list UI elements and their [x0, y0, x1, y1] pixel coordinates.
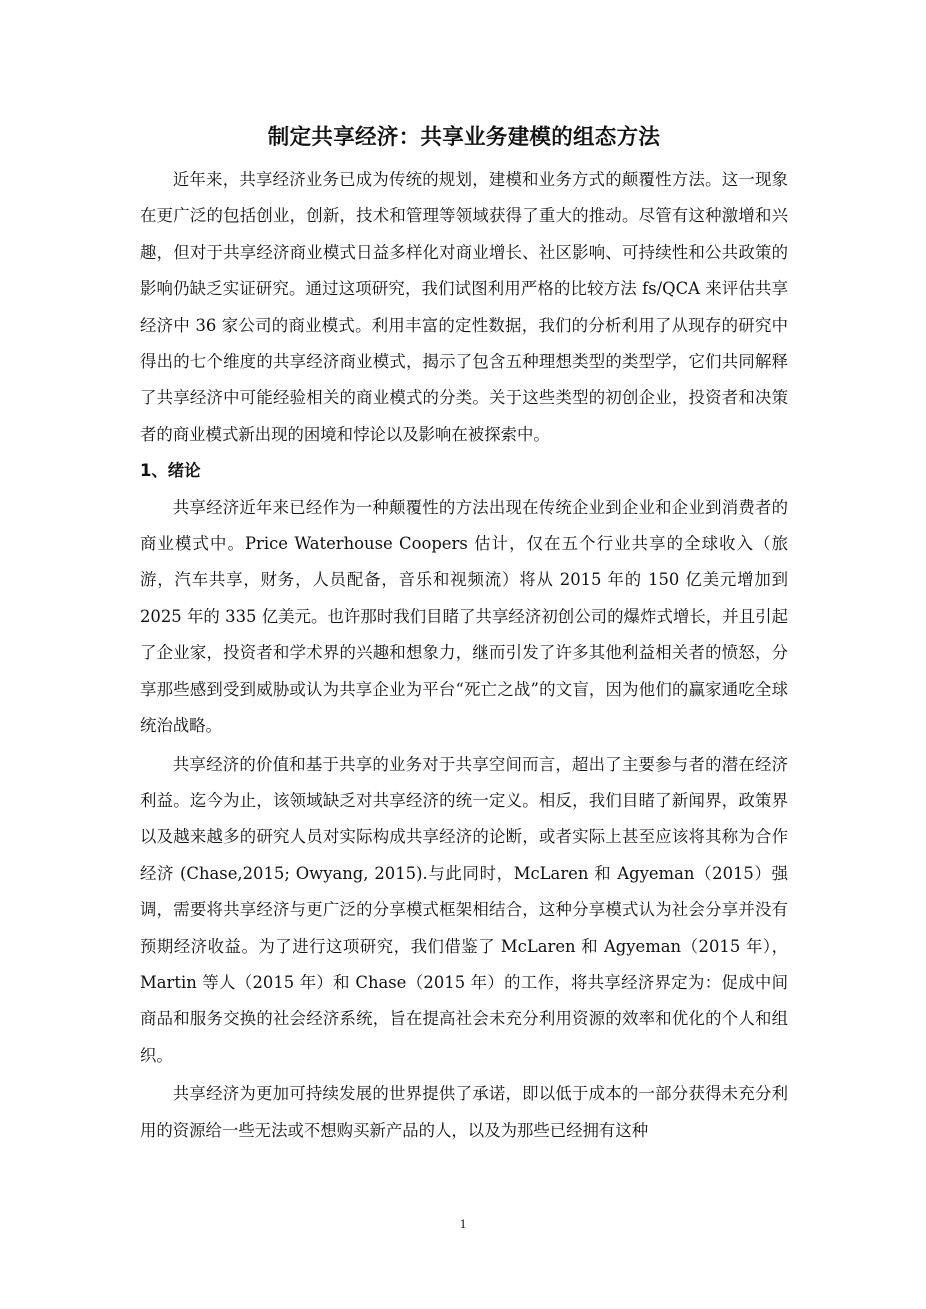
body-paragraph-1: 共享经济近年来已经作为一种颠覆性的方法出现在传统企业到企业和企业到消费者的商业模式中。Price Waterhouse Coopers 估计，仅在五个行业共享的全球收入（旅游，汽车共享，财务，人员配备，音乐和视频流）将从 2015 年的 150 亿美元增加到 2025 年的 335 亿美元。也许那时我们目睹了共享经济初创公司的爆炸式增长，并且引起了企业家，投资者和学术界的兴趣和想象力，继而引发了许多其他利益相关者的愤怒，分享那些感到受到威胁或认为共享企业为平台“死亡之战”的文盲，因为他们的赢家通吃全球统治战略。	[140, 497, 788, 736]
body-paragraph-2: 共享经济的价值和基于共享的业务对于共享空间而言，超出了主要参与者的潜在经济利益。迄今为止，该领域缺乏对共享经济的统一定义。相反，我们目睹了新闻界，政策界以及越来越多的研究人员对实际构成共享经济的论断，或者实际上甚至应该将其称为合作经济 (Chase,2015; Owyang, 2015).与此同时，McLaren 和 Agyeman（2015）强调，需要将共享经济与更广泛的分享模式框架相结合，这种分享模式认为社会分享并没有预期经济收益。为了进行这项研究，我们借鉴了 McLaren 和 Agyeman（2015 年），Martin 等人（2015 年）和 Chase（2015 年）的工作，将共享经济界定为：促成中间商品和服务交换的社会经济系统，旨在提高社会未充分利用资源的效率和优化的个人和组织。	[140, 754, 788, 1065]
document-page	[140, 118, 788, 1149]
abstract-paragraph: 近年来，共享经济业务已成为传统的规划，建模和业务方式的颠覆性方法。这一现象在更广泛的包括创业，创新，技术和管理等领域获得了重大的推动。尽管有这种激增和兴趣，但对于共享经济商业模式日益多样化对商业增长、社区影响、可持续性和公共政策的影响仍缺乏实证研究。通过这项研究，我们试图利用严格的比较方法 fs/QCA 来评估共享经济中 36 家公司的商业模式。利用丰富的定性数据，我们的分析利用了从现存的研究中得出的七个维度的共享经济商业模式，揭示了包含五种理想类型的类型学，它们共同解释了共享经济中可能经验相关的商业模式的分类。关于这些类型的初创企业，投资者和决策者的商业模式新出现的困境和悖论以及影响在被探索中。	[140, 170, 788, 444]
page-number: 1	[459, 1216, 467, 1231]
section-heading-introduction: 1、绪论	[140, 461, 201, 481]
body-paragraph-3: 共享经济为更加可持续发展的世界提供了承诺，即以低于成本的一部分获得未充分利用的资源给一些无法或不想购买新产品的人，以及为那些已经拥有这种	[140, 1084, 788, 1140]
document-title: 制定共享经济：共享业务建模的组态方法	[267, 125, 661, 150]
